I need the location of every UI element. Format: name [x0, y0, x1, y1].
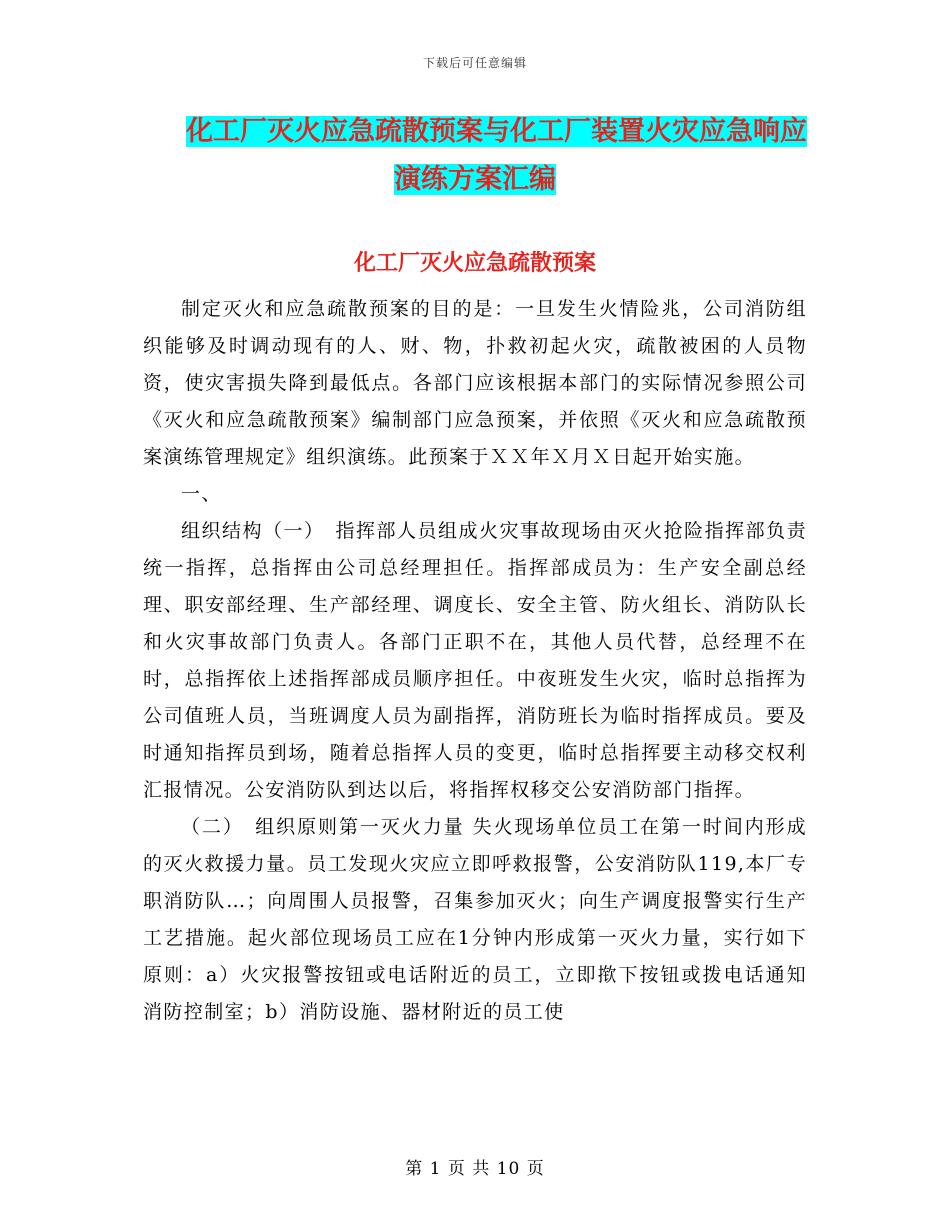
document-title-line-2: [143, 156, 807, 204]
document-title-line-1: [143, 108, 807, 156]
page-footer: 第 1 页 共 10 页: [405, 1159, 545, 1179]
title-line-1-text: 化工厂灭火应急疏散预案与化工厂装置火灾应急响应: [186, 116, 807, 147]
header-note: 下载后可任意编辑: [422, 56, 527, 70]
section-title: 化工厂灭火应急疏散预案: [353, 251, 596, 276]
title-line-2-text: 演练方案汇编: [394, 164, 556, 195]
paragraph-organization: 组织结构（一） 指挥部人员组成火灾事故现场由灭火抢险指挥部负责统一指挥，总指挥由公司总经理担任。指挥部成员为：生产安全副总经理、职安部经理、生产部经理、调度长、安全主管、防火组长、消防队长和火灾事故部门负责人。各部门正职不在，其他人员代替，总经理不在时，总指挥依上述指挥部成员顺序担任。中夜班发生火灾，临时总指挥为公司值班人员，当班调度人员为副指挥，消防班长为临时指挥成员。要及时通知指挥员到场，随着总指挥人员的变更，临时总指挥要主动移交权利汇报情况。公安消防队到达以后，将指挥权移交公安消防部门指挥。: [143, 520, 807, 801]
document-title: [143, 108, 807, 204]
paragraph-heading-one: 一、: [181, 483, 222, 505]
document-body: [143, 291, 807, 1031]
paragraph-purpose: 制定灭火和应急疏散预案的目的是：一旦发生火情险兆，公司消防组织能够及时调动现有的人、财、物，扑救初起火灾，疏散被困的人员物资，使灾害损失降到最低点。各部门应该根据本部门的实际情况参照公司《灭火和应急疏散预案》编制部门应急预案，并依照《灭火和应急疏散预案演练管理规定》组织演练。此预案于ＸＸ年Ｘ月Ｘ日起开始实施。: [143, 298, 807, 468]
paragraph-principles: （二） 组织原则第一灭火力量 失火现场单位员工在第一时间内形成的灭火救援力量。员工发现火灾应立即呼救报警，公安消防队119,本厂专职消防队…；向周围人员报警，召集参加灭火；向生产调度报警实行生产工艺措施。起火部位现场员工应在1分钟内形成第一灭火力量，实行如下原则：a）火灾报警按钮或电话附近的员工，立即揿下按钮或拨电话通知消防控制室；b）消防设施、器材附近的员工使: [143, 816, 807, 1023]
